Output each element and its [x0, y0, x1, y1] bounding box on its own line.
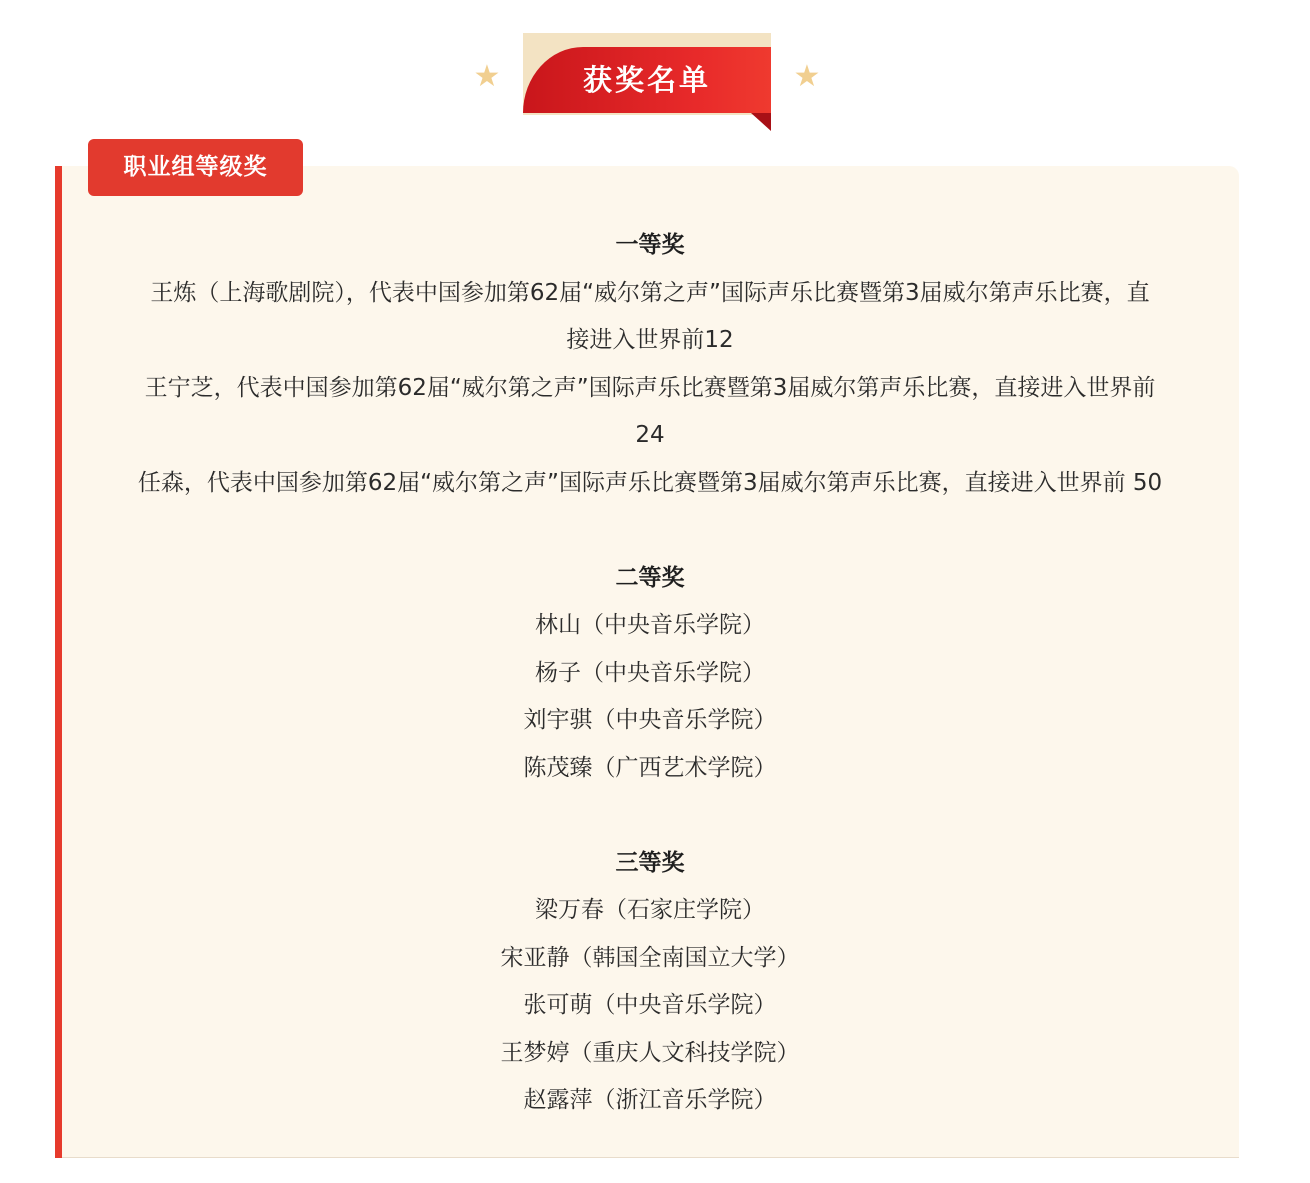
winner-line: 接进入世界前12 [566, 327, 734, 353]
winner-line: 王宁芝，代表中国参加第62届“威尔第之声”国际声乐比赛暨第3届威尔第声乐比赛，直接进入世界前 [144, 374, 1156, 401]
tier-heading: 一等奖 [615, 232, 685, 258]
winner-line: 陈茂臻（广西艺术学院） [523, 754, 777, 781]
tier-heading: 三等奖 [615, 849, 685, 876]
winner-line: 王炼（上海歌剧院），代表中国参加第62届“威尔第之声”国际声乐比赛暨第3届威尔第声乐比赛，直 [150, 279, 1150, 306]
winner-line: 杨子（中央音乐学院） [535, 659, 765, 686]
winner-line: 张可萌（中央音乐学院） [523, 992, 777, 1018]
winner-line: 24 [635, 422, 665, 448]
section-tag-professional-grade-awards: 职业组等级奖 [88, 139, 303, 196]
banner-ribbon-fold [751, 113, 771, 131]
award-tiers [82, 222, 1218, 1125]
winner-line: 宋亚静（韩国全南国立大学） [500, 944, 800, 971]
star-right-icon: ★ [793, 59, 821, 94]
card-bottom-divider [62, 1157, 1239, 1158]
winner-line: 赵露萍（浙江音乐学院） [523, 1087, 777, 1113]
tier-third-prize [82, 840, 1218, 1125]
winner-line: 任森，代表中国参加第62届“威尔第之声”国际声乐比赛暨第3届威尔第声乐比赛，直接进入世界前 50 [137, 469, 1163, 496]
winner-line: 梁万春（石家庄学院） [535, 897, 765, 923]
tier-heading: 二等奖 [615, 564, 685, 591]
winner-line: 王梦婷（重庆人文科技学院） [500, 1039, 800, 1066]
winner-line: 刘宇骐（中央音乐学院） [523, 707, 777, 733]
tier-second-prize [82, 555, 1218, 793]
award-list-banner [0, 30, 1310, 140]
winner-line: 林山（中央音乐学院） [535, 612, 765, 638]
star-left-icon: ★ [473, 59, 501, 94]
banner-title: 获奖名单 [582, 63, 711, 97]
tier-spacer [82, 507, 1218, 555]
tier-first-prize [82, 222, 1218, 507]
card-accent-bar [55, 166, 62, 1158]
tier-spacer [82, 792, 1218, 840]
